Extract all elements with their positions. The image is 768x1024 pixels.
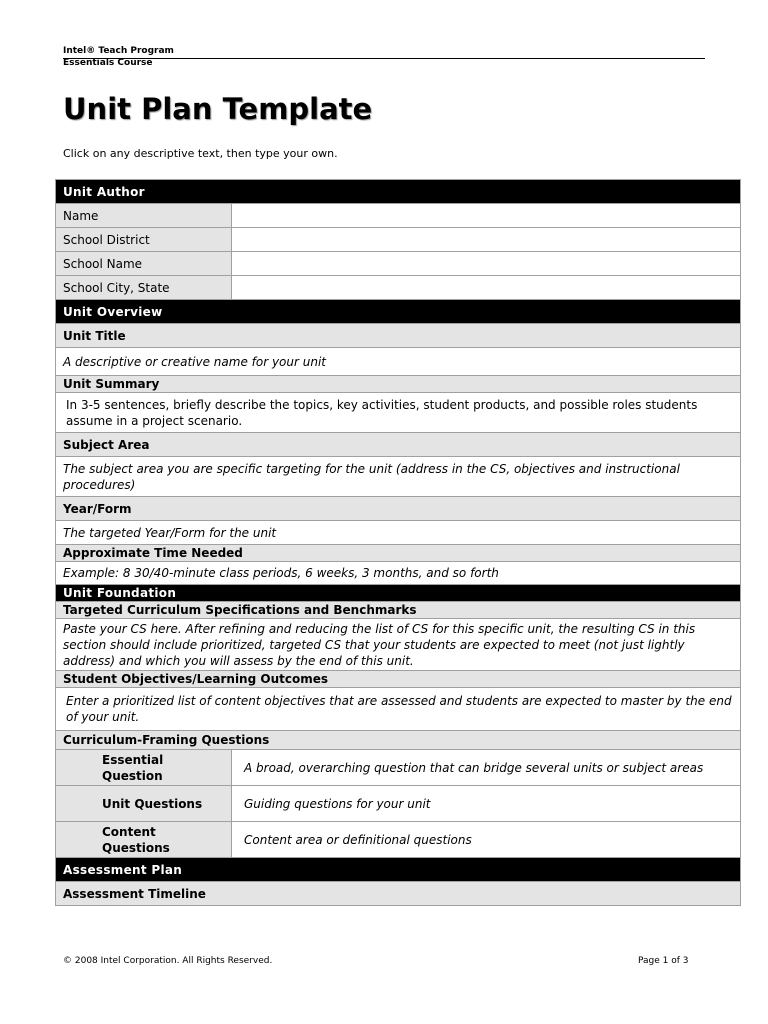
targeted-cs-text[interactable]: Paste your CS here. After refining and reducing the list of CS for this specific unit, the resulting CS in this section should include prioritized, targeted CS that your students are expected to meet (not just lightly address) and which you will assess by the end of this unit. [56,619,741,671]
field-label-school-city-state: School City, State [56,276,232,300]
field-input-school-district[interactable] [232,228,741,252]
unit-questions-label: Unit Questions [56,786,232,822]
section-unit-author: Unit Author [56,180,741,204]
field-input-school-city-state[interactable] [232,276,741,300]
field-input-name[interactable] [232,204,741,228]
field-label-name: Name [56,204,232,228]
header-program: Intel® Teach Program [63,46,174,56]
field-label-school-name: School Name [56,252,232,276]
objectives-text[interactable]: Enter a prioritized list of content objectives that are assessed and students are expected to master by the end of your unit. [56,688,741,731]
header-course: Essentials Course [63,58,153,68]
assessment-timeline-label: Assessment Timeline [56,882,741,906]
year-form-text[interactable]: The targeted Year/Form for the unit [56,521,741,545]
unit-questions-text[interactable]: Guiding questions for your unit [232,786,741,822]
page-header [63,45,705,69]
section-unit-overview: Unit Overview [56,300,741,324]
footer-copyright: © 2008 Intel Corporation. All Rights Reserved. [63,956,273,966]
unit-summary-label: Unit Summary [56,376,741,393]
unit-title-label: Unit Title [56,324,741,348]
content-questions-text[interactable]: Content area or definitional questions [232,822,741,858]
time-needed-label: Approximate Time Needed [56,545,741,562]
instruction-text: Click on any descriptive text, then type your own. [63,147,338,160]
header-divider [63,58,705,59]
time-needed-text[interactable]: Example: 8 30/40-minute class periods, 6 weeks, 3 months, and so forth [56,562,741,585]
page-title: Unit Plan Template [63,92,373,126]
targeted-cs-label: Targeted Curriculum Specifications and Benchmarks [56,602,741,619]
section-assessment-plan: Assessment Plan [56,858,741,882]
year-form-label: Year/Form [56,497,741,521]
unit-summary-text[interactable]: In 3-5 sentences, briefly describe the topics, key activities, student products, and possible roles students assume in a project scenario. [56,393,741,433]
field-input-school-name[interactable] [232,252,741,276]
footer-page-number: Page 1 of 3 [638,956,689,966]
subject-area-label: Subject Area [56,433,741,457]
subject-area-text[interactable]: The subject area you are specific targeting for the unit (address in the CS, objectives and instructional procedures) [56,457,741,497]
content-questions-label: Content Questions [56,822,232,858]
objectives-label: Student Objectives/Learning Outcomes [56,671,741,688]
unit-title-text[interactable]: A descriptive or creative name for your unit [56,348,741,376]
cfq-label: Curriculum-Framing Questions [56,731,741,750]
unit-plan-table [55,179,741,906]
field-label-school-district: School District [56,228,232,252]
section-unit-foundation: Unit Foundation [56,585,741,602]
essential-question-text[interactable]: A broad, overarching question that can bridge several units or subject areas [232,750,741,786]
essential-question-label: Essential Question [56,750,232,786]
